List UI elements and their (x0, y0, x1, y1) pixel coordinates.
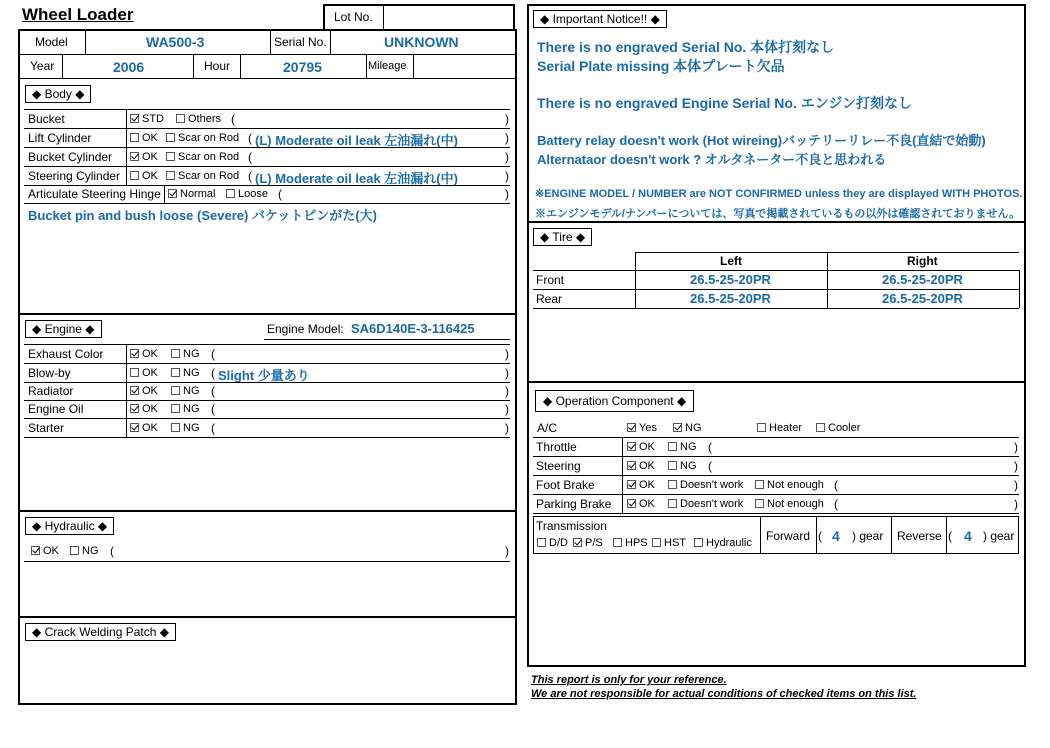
operation-row-opt1-checkbox[interactable] (627, 461, 636, 470)
operation-row-opt2-option[interactable] (668, 498, 743, 510)
transmission-opt-option[interactable] (573, 537, 603, 549)
body-row-opt1-text: OK (142, 151, 158, 163)
notice-line-2: Serial Plate missing 本体プレート欠品 (537, 58, 785, 74)
engine-row-label: Blow-by (28, 366, 71, 380)
operation-row-opt3-text: Not enough (767, 479, 824, 491)
model-value: WA500-3 (146, 34, 205, 50)
operation-row-opt2-text: Doesn't work (680, 479, 744, 491)
body-row-opt2-option[interactable] (226, 188, 268, 200)
operation-row-label: Steering (536, 459, 581, 473)
body-row-opt2-checkbox[interactable] (226, 189, 235, 198)
engine-row-ng-option[interactable]: NG (171, 403, 200, 415)
body-row-opt2-text: Scar on Rod (178, 170, 240, 182)
operation-section-title: ◆ Operation Component ◆ (535, 390, 694, 412)
engine-row-ng-checkbox[interactable] (171, 386, 180, 395)
transmission-opt-checkbox[interactable] (694, 538, 703, 547)
engine-model-value: SA6D140E-3-116425 (351, 321, 475, 336)
notice-small-1: ※ENGINE MODEL / NUMBER are NOT CONFIRMED unless they are displayed WITH PHOTOS. (535, 188, 1023, 200)
hydraulic-ng-option[interactable]: NG (70, 545, 99, 557)
operation-row-opt2-option[interactable] (668, 441, 697, 453)
engine-row-ng-checkbox[interactable] (171, 404, 180, 413)
transmission-opt-text: D/D (549, 537, 568, 549)
operation-row-opt3-option[interactable] (755, 498, 824, 510)
body-row-note: (L) Moderate oil leak 左油漏れ(中) (255, 171, 458, 186)
tire-left-value: 26.5-25-20PR (690, 291, 771, 306)
model-label: Model (35, 35, 68, 49)
transmission-label: Transmission (536, 519, 607, 533)
ac-cooler-checkbox[interactable] (816, 423, 825, 432)
body-row-label: Steering Cylinder (28, 169, 121, 183)
transmission-opt-text: HPS (625, 537, 648, 549)
engine-row-ng-option[interactable]: NG (171, 422, 200, 434)
body-row-opt2-checkbox[interactable] (166, 133, 175, 142)
tire-right-value: 26.5-25-20PR (882, 272, 963, 287)
body-row-label: Articulate Steering Hinge (28, 187, 161, 201)
engine-row-ng-checkbox[interactable] (171, 349, 180, 358)
notice-line-3: There is no engraved Engine Serial No. エンジン打刻なし (537, 95, 913, 111)
body-row-opt2-option[interactable] (176, 113, 221, 125)
reverse-gear-label: ) gear (983, 529, 1015, 543)
operation-row-opt1-option[interactable] (627, 441, 655, 453)
notice-line-4: Battery relay doesn't work (Hot wireing)バッテリーリレー不良(直結で始動) (537, 133, 986, 148)
footer-line-2: We are not responsible for actual conditions of checked items on this list. (531, 688, 917, 700)
body-row-opt2-checkbox[interactable] (176, 114, 185, 123)
body-row-label: Bucket Cylinder (28, 150, 113, 164)
engine-section-title: ◆ Engine ◆ (25, 320, 102, 338)
operation-row-opt3-text: Not enough (767, 498, 824, 510)
engine-row-ok-option[interactable]: OK (130, 367, 158, 379)
engine-model-label: Engine Model: (267, 322, 344, 336)
transmission-opt-option[interactable] (537, 537, 568, 549)
engine-row-label: Exhaust Color (28, 347, 104, 361)
body-section-title: ◆ Body ◆ (25, 85, 91, 103)
hour-label: Hour (204, 59, 231, 73)
body-row-opt1-checkbox[interactable] (130, 152, 139, 161)
operation-row-opt1-checkbox[interactable] (627, 480, 636, 489)
transmission-opt-option[interactable] (652, 537, 686, 549)
operation-row-opt2-text: NG (680, 460, 697, 472)
body-row-label: Lift Cylinder (28, 131, 92, 145)
operation-row-label: Throttle (536, 440, 577, 454)
body-row-opt1-option[interactable] (130, 113, 164, 125)
operation-row-opt2-text: NG (680, 441, 697, 453)
body-row-opt1-option[interactable] (130, 151, 158, 163)
tire-col-left: Left (720, 254, 742, 268)
hydraulic-section-title: ◆ Hydraulic ◆ (25, 517, 114, 535)
operation-row-opt1-text: OK (639, 460, 655, 472)
operation-row-opt1-text: OK (639, 441, 655, 453)
tire-row-label: Front (536, 273, 565, 287)
operation-row-opt2-option[interactable] (668, 460, 697, 472)
transmission-opt-text: Hydraulic (706, 537, 752, 549)
body-row-opt1-checkbox[interactable] (130, 114, 139, 123)
operation-row-opt1-text: OK (639, 479, 655, 491)
hour-value: 20795 (283, 59, 322, 75)
ac-label: A/C (537, 421, 558, 435)
operation-row-opt2-checkbox[interactable] (668, 442, 677, 451)
body-row-opt2-text: Scar on Rod (178, 132, 240, 144)
transmission-opt-checkbox[interactable] (537, 538, 546, 547)
engine-row-ng-option[interactable]: NG (171, 367, 200, 379)
page-title: Wheel Loader (22, 5, 134, 24)
tire-row-label: Rear (536, 292, 563, 306)
reverse-value: 4 (964, 528, 972, 544)
body-row-opt1-text: Normal (180, 188, 216, 200)
ac-heater-checkbox[interactable] (757, 423, 766, 432)
body-row-opt1-checkbox[interactable] (168, 189, 177, 198)
engine-row-ng-checkbox[interactable] (171, 423, 180, 432)
engine-row-ok-checkbox[interactable] (130, 349, 139, 358)
hydraulic-ok-option[interactable]: OK (31, 545, 59, 557)
year-value: 2006 (113, 59, 145, 75)
engine-row-ok-option[interactable]: OK (130, 348, 158, 360)
operation-row-opt1-option[interactable] (627, 479, 655, 491)
tire-col-right: Right (907, 254, 938, 268)
forward-gear-label: ) gear (852, 529, 884, 543)
body-row-opt1-option[interactable] (130, 132, 158, 144)
transmission-opt-checkbox[interactable] (573, 538, 582, 547)
operation-row-opt1-option[interactable] (627, 460, 655, 472)
body-row-opt2-option[interactable] (166, 151, 239, 163)
operation-row-label: Parking Brake (536, 497, 612, 511)
hydraulic-ok-checkbox[interactable] (31, 546, 40, 555)
hydraulic-ng-checkbox[interactable] (70, 546, 79, 555)
operation-row-opt2-checkbox[interactable] (668, 499, 677, 508)
body-row-opt2-text: Scar on Rod (178, 151, 240, 163)
footer-line-1: This report is only for your reference. (531, 674, 727, 686)
forward-label: Forward (766, 529, 811, 543)
notice-line-1: There is no engraved Serial No. 本体打刻なし (537, 39, 835, 55)
body-row-opt1-text: STD (142, 113, 164, 125)
serial-value: UNKNOWN (384, 34, 459, 50)
engine-row-ok-option[interactable]: OK (130, 403, 158, 415)
operation-row-label: Foot Brake (536, 478, 595, 492)
body-row-opt1-option[interactable] (130, 170, 158, 182)
lot-label: Lot No. (334, 10, 373, 24)
operation-row-opt1-text: OK (639, 498, 655, 510)
ac-yes-checkbox[interactable] (627, 423, 636, 432)
notice-line-5: Alternataor doesn't work ? オルタネーター不良と思われる (537, 152, 887, 167)
ac-heater-option[interactable]: Heater (757, 422, 802, 434)
engine-row-ok-checkbox[interactable] (130, 386, 139, 395)
operation-row-opt2-option[interactable] (668, 479, 743, 491)
body-row-opt2-checkbox[interactable] (166, 171, 175, 180)
body-row-opt1-option[interactable] (168, 188, 215, 200)
body-row-opt2-text: Loose (238, 188, 268, 200)
reverse-label: Reverse (897, 529, 942, 543)
tire-section-title: ◆ Tire ◆ (533, 228, 592, 246)
engine-row-note: Slight 少量あり (218, 368, 310, 383)
engine-row-ok-option[interactable]: OK (130, 422, 158, 434)
body-row-note: (L) Moderate oil leak 左油漏れ(中) (255, 133, 458, 148)
operation-row-opt2-text: Doesn't work (680, 498, 744, 510)
operation-row-opt1-checkbox[interactable] (627, 442, 636, 451)
engine-row-ng-option[interactable]: NG (171, 385, 200, 397)
operation-row-opt3-checkbox[interactable] (755, 499, 764, 508)
body-remark: Bucket pin and bush loose (Severe) バケットピンがた(大) (28, 208, 377, 223)
crack-section-title: ◆ Crack Welding Patch ◆ (25, 623, 176, 641)
body-row-opt2-text: Others (188, 113, 222, 125)
body-row-opt1-text: OK (142, 170, 158, 182)
engine-row-label: Starter (28, 421, 65, 435)
body-row-opt1-checkbox[interactable] (130, 133, 139, 142)
operation-row-opt2-checkbox[interactable] (668, 480, 677, 489)
transmission-opt-checkbox[interactable] (652, 538, 661, 547)
engine-row-ok-option[interactable]: OK (130, 385, 158, 397)
transmission-opt-checkbox[interactable] (613, 538, 622, 547)
body-row-opt2-option[interactable] (166, 170, 239, 182)
transmission-opt-text: P/S (585, 537, 603, 549)
engine-row-ok-checkbox[interactable] (130, 404, 139, 413)
ac-ng-option[interactable]: NG (673, 422, 702, 434)
engine-row-ok-checkbox[interactable] (130, 368, 139, 377)
transmission-opt-option[interactable] (613, 537, 648, 549)
ac-yes-option[interactable]: Yes (627, 422, 657, 434)
body-row-opt1-text: OK (142, 132, 158, 144)
engine-row-ng-checkbox[interactable] (171, 368, 180, 377)
operation-row-opt2-checkbox[interactable] (668, 461, 677, 470)
mileage-label: Mileage (368, 60, 407, 72)
engine-row-label: Radiator (28, 384, 74, 398)
operation-row-opt3-option[interactable] (755, 479, 824, 491)
body-row-opt1-checkbox[interactable] (130, 171, 139, 180)
body-row-opt2-option[interactable] (166, 132, 239, 144)
engine-row-ng-option[interactable]: NG (171, 348, 200, 360)
tire-left-value: 26.5-25-20PR (690, 272, 771, 287)
body-row-label: Bucket (28, 112, 65, 126)
ac-ng-checkbox[interactable] (673, 423, 682, 432)
body-row-opt2-checkbox[interactable] (166, 152, 175, 161)
operation-row-opt3-checkbox[interactable] (755, 480, 764, 489)
operation-row-opt1-checkbox[interactable] (627, 499, 636, 508)
serial-label: Serial No. (274, 35, 327, 49)
tire-right-value: 26.5-25-20PR (882, 291, 963, 306)
notice-small-2: ※エンジンモデル/ナンバーについては、写真で掲載されているもの以外は確認されておりません。 (535, 208, 1021, 220)
notice-section-title: ◆ Important Notice!! ◆ (533, 10, 667, 28)
year-label: Year (30, 59, 55, 73)
transmission-opt-text: HST (664, 537, 686, 549)
engine-row-ok-checkbox[interactable] (130, 423, 139, 432)
operation-row-opt1-option[interactable] (627, 498, 655, 510)
transmission-opt-option[interactable] (694, 537, 752, 549)
forward-value: 4 (832, 528, 840, 544)
engine-row-label: Engine Oil (28, 402, 84, 416)
ac-cooler-option[interactable]: Cooler (816, 422, 860, 434)
